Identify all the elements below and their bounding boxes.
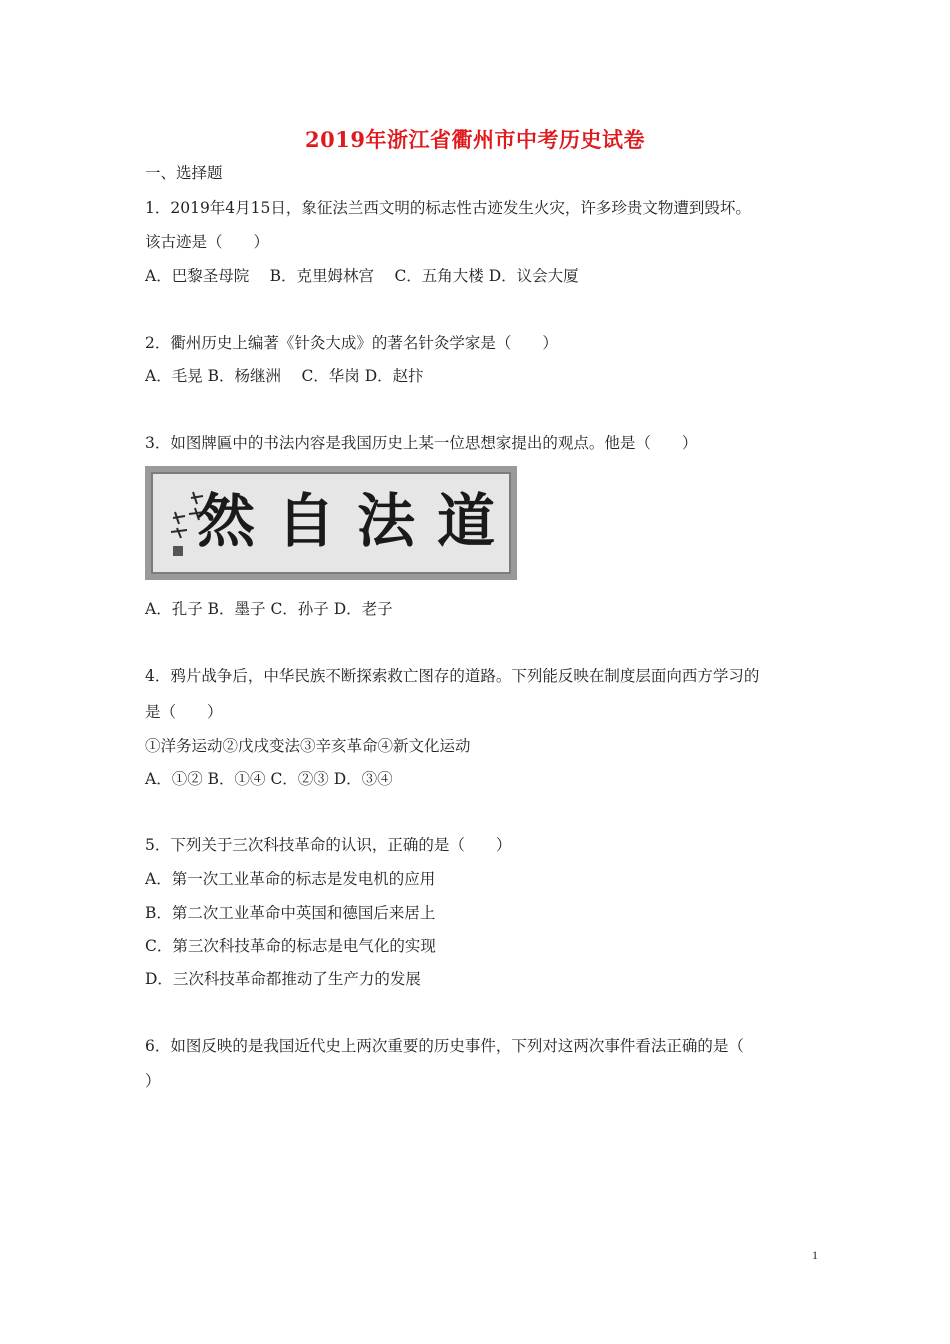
section-heading: 一、选择题: [145, 164, 223, 182]
question-4-items: ①洋务运动②戊戌变法③辛亥革命④新文化运动: [145, 737, 471, 755]
question-2-options: A．毛晃 B．杨继洲 C．华岗 D．赵抃: [145, 367, 424, 385]
plaque-char: 法: [356, 487, 415, 555]
question-1-stem: 1．2019年4月15日，象征法兰西文明的标志性古迹发生火灾，许多珍贵文物遭到毁坏。: [145, 199, 751, 217]
plaque-char: 道: [436, 487, 495, 555]
question-4-stem: 4．鸦片战争后，中华民族不断探索救亡图存的道路。下列能反映在制度层面向西方学习的: [145, 667, 760, 685]
question-5-stem: 5．下列关于三次科技革命的认识，正确的是（ ）: [145, 836, 512, 854]
question-1-stem-cont: 该古迹是（ ）: [145, 233, 270, 251]
page-title: 2019年浙江省衢州市中考历史试卷: [305, 127, 645, 152]
question-5-option-d: D．三次科技革命都推动了生产力的发展: [145, 970, 421, 988]
plaque-char: 自: [276, 487, 335, 555]
question-3-stem: 3．如图牌匾中的书法内容是我国历史上某一位思想家提出的观点。他是（ ）: [145, 434, 698, 452]
question-4-stem-cont: 是（ ）: [145, 703, 223, 721]
question-2-stem: 2．衢州历史上编著《针灸大成》的著名针灸学家是（ ）: [145, 334, 558, 352]
page-number: 1: [812, 1248, 818, 1262]
question-6-stem: 6．如图反映的是我国近代史上两次重要的历史事件，下列对这两次事件看法正确的是（: [145, 1037, 744, 1055]
question-4-options: A．①② B．①④ C．②③ D．③④: [145, 770, 393, 788]
plaque-calligraphy: [197, 486, 495, 556]
question-5-option-c: C．第三次科技革命的标志是电气化的实现: [145, 937, 436, 955]
question-1-options: A．巴黎圣母院 B．克里姆林宫 C．五角大楼 D．议会大厦: [145, 267, 579, 285]
plaque-char: 然: [196, 487, 255, 555]
question-6-stem-cont: ）: [145, 1072, 161, 1090]
question-5-option-a: A．第一次工业革命的标志是发电机的应用: [145, 870, 436, 888]
question-5-option-b: B．第二次工业革命中英国和德国后来居上: [145, 904, 436, 922]
calligraphy-plaque-image: [145, 466, 517, 580]
question-3-options: A．孔子 B．墨子 C．孙子 D．老子: [145, 600, 393, 618]
